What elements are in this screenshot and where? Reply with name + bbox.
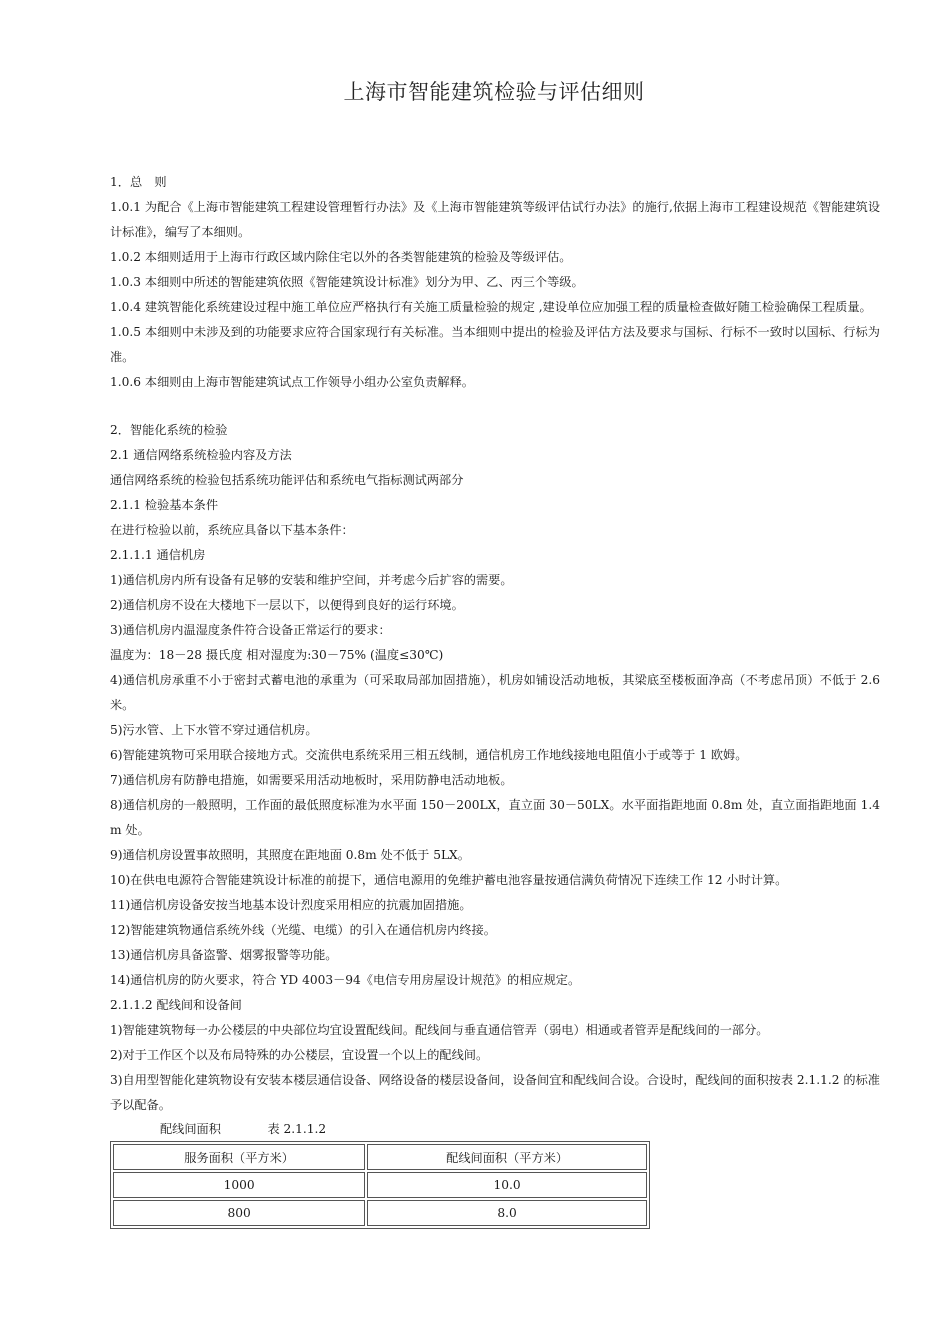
list-item: 2)通信机房不设在大楼地下一层以下，以便得到良好的运行环境。 bbox=[110, 598, 464, 612]
list-item: 2)对于工作区个以及布局特殊的办公楼层，宜设置一个以上的配线间。 bbox=[110, 1048, 489, 1062]
list-item: 1)智能建筑物每一办公楼层的中央部位均宜设置配线间。配线间与垂直通信管弄（弱电）相通或者管弄是配线间的一部分。 bbox=[110, 1023, 769, 1037]
list-item: 6)智能建筑物可采用联合接地方式。交流供电系统采用三相五线制，通信机房工作地线接地电阻值小于或等于 1 欧姆。 bbox=[110, 748, 748, 762]
table-cell: 800 bbox=[113, 1200, 365, 1226]
table-cell: 1000 bbox=[113, 1172, 365, 1198]
table-caption-name: 配线间面积 bbox=[160, 1122, 221, 1136]
table-header-row bbox=[113, 1144, 647, 1170]
list-item: 4)通信机房承重不小于密封式蓄电池的承重为（可采取局部加固措施），机房如铺设活动地板，其梁底至楼板面净高（不考虑吊顶）不低于 2.6 米。 bbox=[110, 673, 880, 712]
subsection-heading: 2.1.1 检验基本条件 bbox=[110, 498, 219, 512]
paragraph: 1.0.4 建筑智能化系统建设过程中施工单位应严格执行有关施工质量检验的规定 ,建设单位应加强工程的质量检查做好随工检验确保工程质量。 bbox=[110, 300, 872, 314]
subsection-heading: 2.1.1.2 配线间和设备间 bbox=[110, 998, 242, 1012]
paragraph: 在进行检验以前，系统应具备以下基本条件： bbox=[110, 523, 354, 537]
paragraph: 1.0.2 本细则适用于上海市行政区域内除住宅以外的各类智能建筑的检验及等级评估。 bbox=[110, 250, 572, 264]
table-header-cell: 服务面积（平方米） bbox=[113, 1144, 365, 1170]
list-item: 3)自用型智能化建筑物设有安装本楼层通信设备、网络设备的楼层设备间，设备间宜和配线间合设。合设时，配线间的面积按表 2.1.1.2 的标准予以配备。 bbox=[110, 1073, 880, 1112]
paragraph: 1.0.5 本细则中未涉及到的功能要求应符合国家现行有关标准。当本细则中提出的检验及评估方法及要求与国标、行标不一致时以国标、行标为准。 bbox=[110, 325, 880, 364]
list-item: 12)智能建筑物通信系统外线（光缆、电缆）的引入在通信机房内终接。 bbox=[110, 923, 496, 937]
section-heading: 2．智能化系统的检验 bbox=[110, 423, 228, 437]
table-header-cell: 配线间面积（平方米） bbox=[367, 1144, 647, 1170]
subsection-heading: 2.1.1.1 通信机房 bbox=[110, 548, 206, 562]
subsection-heading: 2.1 通信网络系统检验内容及方法 bbox=[110, 448, 292, 462]
section-heading: 1．总 则 bbox=[110, 175, 167, 189]
list-item: 3)通信机房内温湿度条件符合设备正常运行的要求： bbox=[110, 623, 391, 637]
list-item: 8)通信机房的一般照明，工作面的最低照度标准为水平面 150－200LX，直立面 30－50LX。水平面指距地面 0.8m 处，直立面指距地面 1.4m 处。 bbox=[110, 798, 880, 837]
table-row bbox=[113, 1200, 647, 1226]
paragraph: 1.0.6 本细则由上海市智能建筑试点工作领导小组办公室负责解释。 bbox=[110, 375, 474, 389]
table-caption bbox=[110, 1119, 880, 1139]
table-row bbox=[113, 1172, 647, 1198]
table-caption-number: 表 2.1.1.2 bbox=[267, 1122, 327, 1136]
document-body bbox=[110, 170, 880, 1229]
list-item: 13)通信机房具备盗警、烟雾报警等功能。 bbox=[110, 948, 338, 962]
wiring-room-area-table bbox=[110, 1141, 650, 1229]
document-title: 上海市智能建筑检验与评估细则 bbox=[343, 80, 645, 104]
list-item: 11)通信机房设备安按当地基本设计烈度采用相应的抗震加固措施。 bbox=[110, 898, 472, 912]
paragraph: 1.0.3 本细则中所述的智能建筑依照《智能建筑设计标准》划分为甲、乙、丙三个等级。 bbox=[110, 275, 584, 289]
list-item: 温度为：18－28 摄氏度 相对湿度为:30－75% (温度≤30℃) bbox=[110, 648, 444, 662]
list-item: 9)通信机房设置事故照明，其照度在距地面 0.8m 处不低于 5LX。 bbox=[110, 848, 470, 862]
list-item: 14)通信机房的防火要求，符合 YD 4003－94《电信专用房屋设计规范》的相应规定。 bbox=[110, 973, 581, 987]
paragraph: 1.0.1 为配合《上海市智能建筑工程建设管理暂行办法》及《上海市智能建筑等级评估试行办法》的施行,依据上海市工程建设规范《智能建筑设计标准》，编写了本细则。 bbox=[110, 200, 881, 239]
table-cell: 10.0 bbox=[367, 1172, 647, 1198]
paragraph: 通信网络系统的检验包括系统功能评估和系统电气指标测试两部分 bbox=[110, 473, 464, 487]
section-gap bbox=[110, 395, 880, 418]
list-item: 7)通信机房有防静电措施，如需要采用活动地板时，采用防静电活动地板。 bbox=[110, 773, 513, 787]
list-item: 10)在供电电源符合智能建筑设计标准的前提下，通信电源用的免维护蓄电池容量按通信满负荷情况下连续工作 12 小时计算。 bbox=[110, 873, 788, 887]
list-item: 1)通信机房内所有设备有足够的安装和维护空间，并考虑今后扩容的需要。 bbox=[110, 573, 513, 587]
list-item: 5)污水管、上下水管不穿过通信机房。 bbox=[110, 723, 318, 737]
table-cell: 8.0 bbox=[367, 1200, 647, 1226]
